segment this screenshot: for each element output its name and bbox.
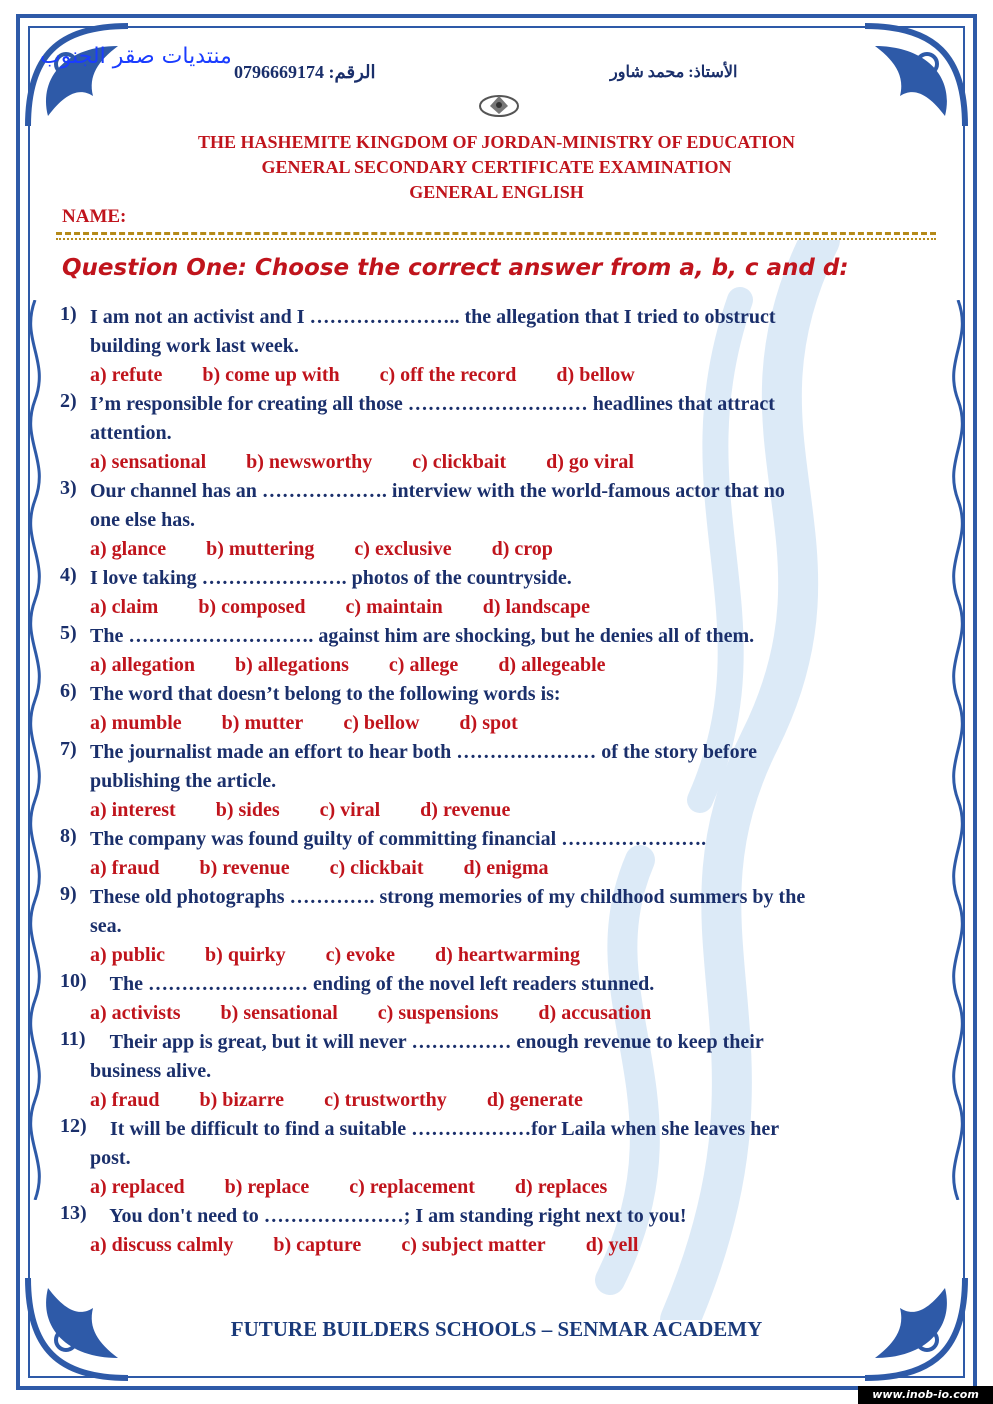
answer-option-c[interactable]: c) replacement: [349, 1176, 475, 1198]
answer-option-d[interactable]: d) crop: [491, 538, 553, 560]
answer-option-a[interactable]: a) sensational: [90, 451, 207, 473]
question-number: 2): [60, 390, 77, 412]
answer-option-a[interactable]: a) mumble: [90, 712, 182, 734]
question-item: [60, 970, 940, 1028]
question-stem-line: publishing the article.: [90, 770, 277, 792]
question-number: 10): [60, 970, 87, 992]
question-item: [60, 477, 940, 564]
answer-option-b[interactable]: b) allegations: [235, 654, 349, 676]
teacher-name: الأستاذ: محمد شاور: [610, 64, 738, 81]
question-number: 9): [60, 883, 77, 905]
answer-option-d[interactable]: d) accusation: [538, 1002, 652, 1024]
question-stem-line: I love taking …………………. photos of the countryside.: [90, 567, 572, 589]
answer-options: [90, 593, 940, 622]
question-stem-line: business alive.: [90, 1060, 212, 1082]
question-stem-line: I am not an activist and I ………………….. the allegation that I tried to obstruct: [90, 306, 776, 328]
answer-option-b[interactable]: b) revenue: [199, 857, 290, 879]
answer-option-b[interactable]: b) newsworthy: [246, 451, 373, 473]
answer-options: [90, 709, 940, 738]
question-stem-line: post.: [90, 1147, 131, 1169]
answer-option-d[interactable]: d) go viral: [546, 451, 634, 473]
question-item: [60, 680, 940, 738]
answer-option-c[interactable]: c) viral: [319, 799, 381, 821]
question-stem-line: The journalist made an effort to hear both ………………… of the story before: [90, 741, 757, 763]
question-number: 12): [60, 1115, 87, 1137]
question-number: 11): [60, 1028, 86, 1050]
question-number: 8): [60, 825, 77, 847]
answer-option-c[interactable]: c) exclusive: [354, 538, 452, 560]
answer-options: [90, 1231, 940, 1260]
answer-option-d[interactable]: d) replaces: [514, 1176, 608, 1198]
answer-option-b[interactable]: b) muttering: [206, 538, 315, 560]
name-dotted-line: [56, 232, 936, 235]
answer-option-b[interactable]: b) sides: [215, 799, 280, 821]
question-number: 13): [60, 1202, 87, 1224]
answer-option-a[interactable]: a) glance: [90, 538, 167, 560]
question-stem-line: It will be difficult to find a suitable ………………for Laila when she leaves her: [90, 1118, 780, 1140]
answer-options: [90, 999, 940, 1028]
answer-option-a[interactable]: a) refute: [90, 364, 163, 386]
name-dotted-line-2: [56, 238, 936, 240]
question-item: [60, 883, 940, 970]
answer-option-c[interactable]: c) off the record: [379, 364, 517, 386]
answer-option-c[interactable]: c) subject matter: [401, 1234, 546, 1256]
answer-options: [90, 941, 940, 970]
answer-option-c[interactable]: c) clickbait: [412, 451, 507, 473]
answer-option-a[interactable]: a) activists: [90, 1002, 181, 1024]
answer-option-d[interactable]: d) generate: [486, 1089, 583, 1111]
question-stem-line: one else has.: [90, 509, 195, 531]
name-label: NAME:: [62, 206, 127, 227]
answer-option-c[interactable]: c) evoke: [325, 944, 396, 966]
answer-option-d[interactable]: d) bellow: [556, 364, 635, 386]
corner-ornament-top-right: [855, 16, 975, 136]
school-footer: FUTURE BUILDERS SCHOOLS – SENMAR ACADEMY: [230, 1317, 763, 1341]
question-stem-line: Our channel has an ………………. interview with the world-famous actor that no: [90, 480, 785, 502]
answer-option-d[interactable]: d) heartwarming: [435, 944, 581, 966]
question-item: [60, 1202, 940, 1260]
answer-option-a[interactable]: a) interest: [90, 799, 176, 821]
right-edge-ornament: [943, 300, 973, 1200]
exam-title-line-1: THE HASHEMITE KINGDOM OF JORDAN-MINISTRY OF EDUCATION: [197, 132, 796, 152]
question-item: [60, 390, 940, 477]
answer-option-c[interactable]: c) trustworthy: [324, 1089, 447, 1111]
question-item: [60, 1115, 940, 1202]
answer-option-c[interactable]: c) clickbait: [329, 857, 424, 879]
left-edge-ornament: [20, 300, 50, 1200]
answer-option-a[interactable]: a) claim: [90, 596, 159, 618]
question-stem-line: I’m responsible for creating all those ……………………… headlines that attract: [90, 393, 775, 415]
question-number: 3): [60, 477, 77, 499]
question-item: [60, 1028, 940, 1115]
answer-option-d[interactable]: d) revenue: [420, 799, 511, 821]
answer-option-c[interactable]: c) maintain: [345, 596, 443, 618]
question-heading: Question One: Choose the correct answer from a, b, c and d:: [62, 255, 849, 281]
answer-option-d[interactable]: d) landscape: [482, 596, 591, 618]
answer-option-a[interactable]: a) discuss calmly: [90, 1234, 234, 1256]
question-item: [60, 825, 940, 883]
answer-options: [90, 448, 940, 477]
answer-option-a[interactable]: a) allegation: [90, 654, 195, 676]
answer-option-b[interactable]: b) mutter: [221, 712, 304, 734]
question-stem-line: building work last week.: [90, 335, 299, 357]
question-stem-line: Their app is great, but it will never …………… enough revenue to keep their: [90, 1031, 764, 1053]
question-stem-line: The ………………………. against him are shocking, but he denies all of them.: [90, 625, 755, 647]
answer-options: [90, 796, 940, 825]
answer-option-a[interactable]: a) fraud: [90, 857, 160, 879]
question-item: [60, 622, 940, 680]
question-item: [60, 303, 940, 390]
question-number: 4): [60, 564, 77, 586]
answer-option-b[interactable]: b) bizarre: [199, 1089, 285, 1111]
question-number: 7): [60, 738, 77, 760]
answer-option-b[interactable]: b) composed: [198, 596, 306, 618]
question-stem-line: You don't need to …………………; I am standing right next to you!: [90, 1205, 687, 1227]
question-stem-line: sea.: [90, 915, 122, 937]
site-watermark-text: منتديات صقر الجنوب: [40, 44, 232, 69]
corner-ornament-top-left: [18, 16, 138, 136]
question-stem-line: The company was found guilty of committing financial ………………….: [90, 828, 707, 850]
answer-options: [90, 361, 940, 390]
answer-option-a[interactable]: a) replaced: [90, 1176, 185, 1198]
answer-options: [90, 651, 940, 680]
answer-option-c[interactable]: c) suspensions: [377, 1002, 499, 1024]
exam-title-line-3: GENERAL ENGLISH: [409, 182, 584, 202]
jordan-crest-icon: [478, 92, 520, 118]
answer-option-c[interactable]: c) allege: [388, 654, 459, 676]
answer-options: [90, 854, 940, 883]
answer-option-b[interactable]: b) replace: [224, 1176, 310, 1198]
question-number: 5): [60, 622, 77, 644]
question-list: [60, 303, 940, 1260]
answer-option-b[interactable]: b) come up with: [202, 364, 340, 386]
answer-option-b[interactable]: b) quirky: [205, 944, 286, 966]
answer-options: [90, 535, 940, 564]
answer-options: [90, 1086, 940, 1115]
answer-option-d[interactable]: d) enigma: [463, 857, 549, 879]
question-stem-line: These old photographs …………. strong memories of my childhood summers by the: [90, 886, 806, 908]
question-number: 1): [60, 303, 77, 325]
answer-option-d[interactable]: d) spot: [459, 712, 518, 734]
answer-option-d[interactable]: d) yell: [585, 1234, 639, 1256]
answer-option-d[interactable]: d) allegeable: [498, 654, 606, 676]
question-item: [60, 564, 940, 622]
answer-option-a[interactable]: a) fraud: [90, 1089, 160, 1111]
exam-title-line-2: GENERAL SECONDARY CERTIFICATE EXAMINATION: [261, 157, 732, 177]
answer-option-a[interactable]: a) public: [90, 944, 166, 966]
answer-option-b[interactable]: b) sensational: [220, 1002, 338, 1024]
question-number: 6): [60, 680, 77, 702]
question-item: [60, 738, 940, 825]
question-stem-line: attention.: [90, 422, 172, 444]
question-stem-line: The word that doesn’t belong to the following words is:: [90, 683, 561, 705]
site-footer-link[interactable]: www.inob-io.com: [858, 1386, 993, 1404]
teacher-phone: الرقم: 0796669174: [234, 62, 376, 82]
answer-options: [90, 1173, 940, 1202]
answer-option-c[interactable]: c) bellow: [343, 712, 420, 734]
exam-title-block: [0, 130, 993, 205]
answer-option-b[interactable]: b) capture: [273, 1234, 362, 1256]
question-stem-line: The …………………… ending of the novel left readers stunned.: [90, 973, 655, 995]
